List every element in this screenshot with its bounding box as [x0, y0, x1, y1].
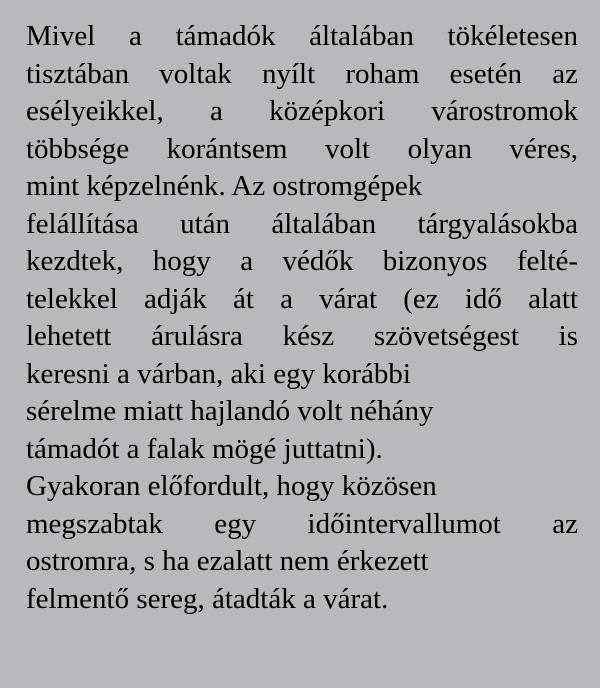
text-line: lehetett árulásra kész szövetségest is: [26, 320, 578, 352]
text-line: ostromra, s ha ezalatt nem érkezett: [26, 545, 429, 577]
text-line: mint képzelnénk. Az ostromgépek: [26, 170, 423, 202]
text-line: felmentő sereg, átadták a várat.: [26, 582, 389, 615]
text-line: támadót a falak mögé juttatni).: [26, 432, 383, 465]
text-line: keresni a várban, aki egy korábbi: [26, 357, 411, 390]
text-line: telekkel adják át a várat (ez idő alatt: [26, 282, 578, 315]
text-line: kezdtek, hogy a védők bizonyos felté-: [26, 245, 578, 277]
text-line: felállítása után általában tárgyalásokba: [26, 207, 578, 240]
text-line: esélyeikkel, a középkori várostromok: [26, 95, 578, 127]
text-line: Mivel a támadók általában tökéletesen: [26, 20, 578, 52]
paragraph: [26, 18, 578, 618]
text-line: megszabtak egy időintervallumot az: [26, 507, 578, 540]
text-line: tisztában voltak nyílt roham esetén az: [26, 57, 578, 90]
text-line: sérelme miatt hajlandó volt néhány: [26, 395, 434, 427]
text-line: Gyakoran előfordult, hogy közösen: [26, 470, 437, 502]
text-line: többsége korántsem volt olyan véres,: [26, 132, 578, 165]
